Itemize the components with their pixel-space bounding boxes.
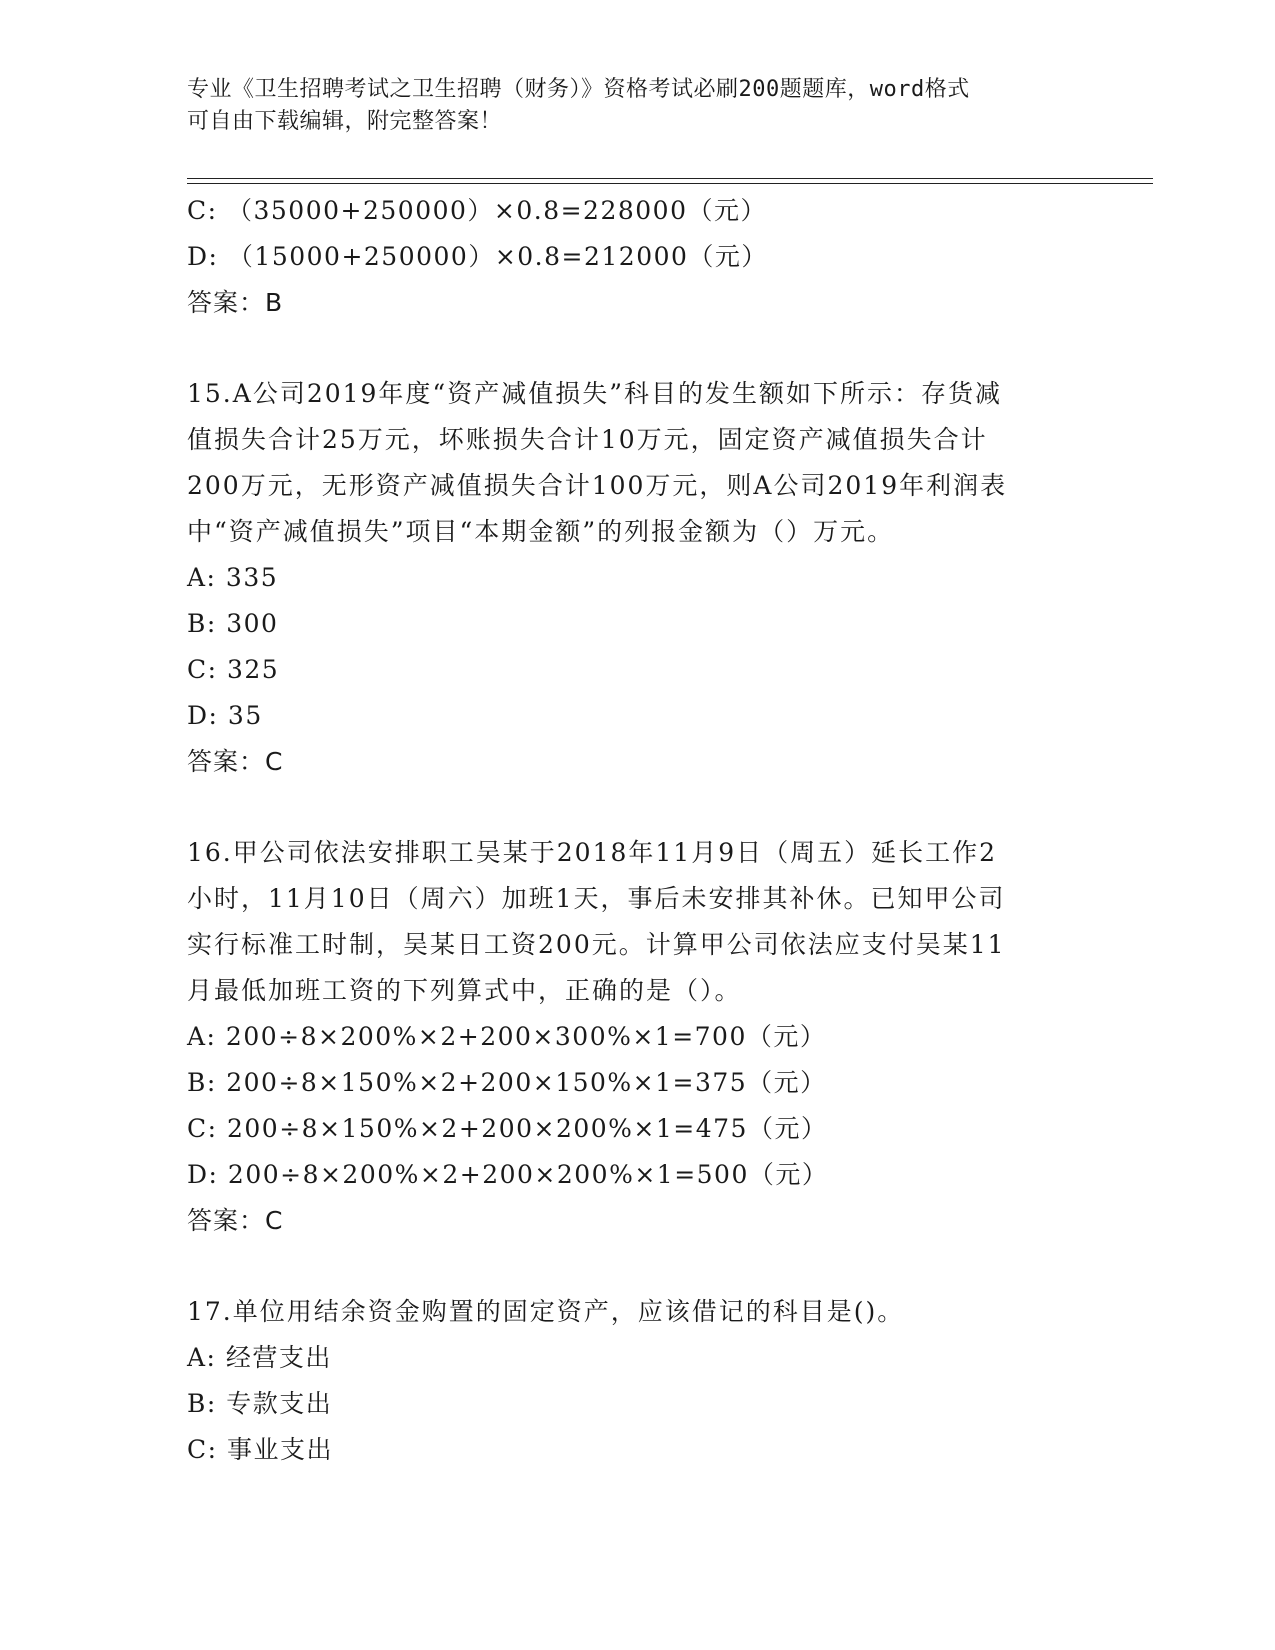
question-15 xyxy=(187,371,1087,785)
question-text-line: 17.单位用结余资金购置的固定资产，应该借记的科目是()。 xyxy=(187,1297,905,1326)
question-text-line: 小时，11月10日（周六）加班1天，事后未安排其补休。已知甲公司 xyxy=(187,884,1006,913)
document-header xyxy=(187,74,1067,138)
header-rule-top xyxy=(187,178,1153,179)
question-text-line: 16.甲公司依法安排职工吴某于2018年11月9日（周五）延长工作2 xyxy=(187,838,998,867)
option-c: C: 200÷8×150%×2+200×200%×1=475（元） xyxy=(187,1114,828,1143)
spacer xyxy=(187,1244,1087,1289)
question-text xyxy=(187,1289,1087,1335)
question-16 xyxy=(187,830,1087,1244)
question-text-line: 中“资产减值损失”项目“本期金额”的列报金额为（）万元。 xyxy=(187,517,895,546)
option-a: A: 经营支出 xyxy=(187,1343,332,1372)
spacer xyxy=(187,326,1087,371)
prev-question-block xyxy=(187,188,1087,326)
spacer xyxy=(187,785,1087,830)
option-a: A: 200÷8×200%×2+200×300%×1=700（元） xyxy=(187,1022,827,1051)
header-rule-bottom xyxy=(187,183,1153,184)
question-17 xyxy=(187,1289,1087,1473)
answer-line: 答案：C xyxy=(187,1206,284,1235)
option-b: B: 300 xyxy=(187,609,279,638)
question-text-line: 实行标准工时制，吴某日工资200元。计算甲公司依法应支付吴某11 xyxy=(187,930,1006,959)
option-b: B: 专款支出 xyxy=(187,1389,333,1418)
answer-line: 答案：B xyxy=(187,288,284,317)
question-text xyxy=(187,830,1087,1014)
option-d: D: （15000+250000）×0.8=212000（元） xyxy=(187,242,768,271)
option-a: A: 335 xyxy=(187,563,279,592)
option-d: D: 35 xyxy=(187,701,263,730)
question-text-line: 月最低加班工资的下列算式中，正确的是（）。 xyxy=(187,976,742,1005)
option-c: C: 事业支出 xyxy=(187,1435,333,1464)
question-text xyxy=(187,371,1087,555)
option-d: D: 200÷8×200%×2+200×200%×1=500（元） xyxy=(187,1160,829,1189)
question-content xyxy=(187,188,1087,1473)
option-c: C: 325 xyxy=(187,655,280,684)
header-title-line-2: 可自由下载编辑，附完整答案！ xyxy=(187,109,503,134)
option-c: C: （35000+250000）×0.8=228000（元） xyxy=(187,196,767,225)
question-text-line: 200万元，无形资产减值损失合计100万元，则A公司2019年利润表 xyxy=(187,471,1008,500)
header-title-line-1: 专业《卫生招聘考试之卫生招聘（财务）》资格考试必刷200题题库，word格式 xyxy=(187,77,970,102)
question-text-line: 值损失合计25万元，坏账损失合计10万元，固定资产减值损失合计 xyxy=(187,425,988,454)
option-b: B: 200÷8×150%×2+200×150%×1=375（元） xyxy=(187,1068,827,1097)
answer-line: 答案：C xyxy=(187,747,284,776)
question-text-line: 15.A公司2019年度“资产减值损失”科目的发生额如下所示：存货减 xyxy=(187,379,1002,408)
